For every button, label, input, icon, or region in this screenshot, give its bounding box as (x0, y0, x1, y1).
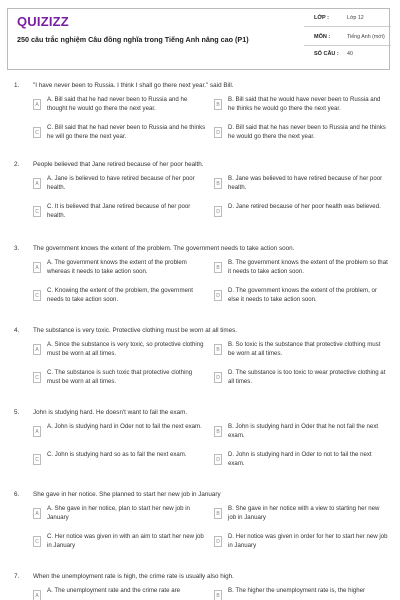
answer-option-c[interactable] (33, 369, 208, 395)
option-letter-box[interactable]: B (214, 178, 222, 189)
option-text: A. The unemployment rate and the crime rate are (47, 587, 181, 594)
answer-option-b[interactable] (214, 587, 389, 600)
question-text: She gave in her notice. She planned to start her new job in January (33, 491, 221, 498)
option-text: B. John is studying hard in Oder that he not fail the next exam. (228, 423, 379, 439)
answer-option-d[interactable] (214, 203, 389, 229)
meta-value: Tiếng Anh (mới) (347, 34, 385, 40)
meta-value: 40 (347, 51, 353, 57)
answer-option-d[interactable] (214, 533, 389, 559)
option-text: A. Since the substance is very toxic, so protective clothing must be worn at all times. (47, 341, 204, 357)
meta-value: Lớp 12 (347, 15, 364, 21)
option-letter-box[interactable]: D (214, 206, 222, 217)
option-text: D. The government knows the extent of the problem, or else it needs to take action soon. (228, 287, 377, 303)
option-letter-box[interactable]: B (214, 590, 222, 600)
answer-option-b[interactable] (214, 96, 389, 122)
worksheet-title: 250 câu trắc nghiệm Câu đồng nghĩa trong Tiếng Anh nâng cao (P1) (17, 35, 249, 44)
option-letter-box[interactable]: C (33, 454, 41, 465)
meta-count-row (304, 47, 391, 62)
option-text: D. Her notice was given in order for her to start her new job in January (228, 533, 388, 549)
option-text: B. She gave in her notice with a view to starting her new job in January (228, 505, 380, 521)
option-text: D. The substance is too toxic to wear protective clothing at all times. (228, 369, 386, 385)
question-text: The government knows the extent of the problem. The government needs to take action soon. (33, 245, 295, 252)
question-number: 5. (14, 409, 20, 416)
answer-option-a[interactable] (33, 96, 208, 122)
option-text: B. So toxic is the substance that protective clothing must be worn at all times. (228, 341, 381, 357)
option-letter-box[interactable]: A (33, 426, 41, 437)
answer-option-b[interactable] (214, 505, 389, 531)
question-number: 6. (14, 491, 20, 498)
option-text: A. Jane is believed to have retired because of her poor health. (47, 175, 195, 191)
option-text: A. She gave in her notice, plan to start her new job in January (47, 505, 190, 521)
answer-option-d[interactable] (214, 451, 389, 477)
answer-option-d[interactable] (214, 124, 389, 150)
option-letter-box[interactable]: D (214, 127, 222, 138)
question-number: 3. (14, 245, 20, 252)
option-text: B. Jane was believed to have retired because of her poor health. (228, 175, 383, 191)
option-text: D. John is studying hard in Oder to not to fail the next exam. (228, 451, 372, 467)
question-text: The substance is very toxic. Protective clothing must be worn at all times. (33, 327, 238, 334)
answer-option-b[interactable] (214, 259, 389, 285)
question-number: 4. (14, 327, 20, 334)
option-text: C. It is believed that Jane retired because of her poor health. (47, 203, 191, 219)
option-text: C. The substance is such toxic that protective clothing must be worn at all times. (47, 369, 193, 385)
quizizz-logo: QUIZIZZ (17, 14, 69, 29)
answer-option-b[interactable] (214, 175, 389, 201)
answer-option-b[interactable] (214, 423, 389, 449)
question-number: 2. (14, 161, 20, 168)
answer-option-a[interactable] (33, 341, 208, 367)
answer-option-c[interactable] (33, 124, 208, 150)
question-number: 7. (14, 573, 20, 580)
option-text: C. Bill said that he had never been to Russia and he thinks he will go there the next year. (47, 124, 206, 140)
option-text: B. Bill said that he would have never been to Russia and he thinks he would go there the next year. (228, 96, 381, 112)
option-letter-box[interactable]: A (33, 508, 41, 519)
option-letter-box[interactable]: B (214, 508, 222, 519)
option-text: D. Bill said that he has never been to Russia and he thinks he would go there the next year. (228, 124, 386, 140)
question-number: 1. (14, 82, 20, 89)
answer-option-c[interactable] (33, 287, 208, 313)
meta-class-row (304, 11, 391, 27)
option-letter-box[interactable]: D (214, 372, 222, 383)
answer-option-b[interactable] (214, 341, 389, 367)
meta-panel (304, 9, 391, 71)
meta-key: LỚP : (314, 15, 329, 21)
option-letter-box[interactable]: B (214, 262, 222, 273)
option-text: D. Jane retired because of her poor health was believed. (228, 203, 381, 210)
option-letter-box[interactable]: D (214, 454, 222, 465)
option-text: B. The government knows the extent of the problem so that it needs to take action soon. (228, 259, 388, 275)
answer-option-a[interactable] (33, 423, 208, 449)
worksheet-header (7, 8, 390, 70)
option-letter-box[interactable]: C (33, 127, 41, 138)
option-letter-box[interactable]: B (214, 99, 222, 110)
answer-option-c[interactable] (33, 203, 208, 229)
option-text: C. Her notice was given in with an aim to start her new job in January (47, 533, 204, 549)
option-letter-box[interactable]: A (33, 262, 41, 273)
option-text: C. Knowing the extent of the problem, the government needs to take action soon. (47, 287, 193, 303)
option-letter-box[interactable]: C (33, 206, 41, 217)
option-letter-box[interactable]: A (33, 178, 41, 189)
answer-option-a[interactable] (33, 259, 208, 285)
option-text: A. John is studying hard in Oder not to fail the next exam. (47, 423, 202, 430)
option-letter-box[interactable]: C (33, 372, 41, 383)
option-letter-box[interactable]: C (33, 536, 41, 547)
question-text: When the unemployment rate is high, the crime rate is usually also high. (33, 573, 234, 580)
meta-key: SỐ CÂU : (314, 51, 339, 57)
option-letter-box[interactable]: B (214, 426, 222, 437)
option-letter-box[interactable]: A (33, 99, 41, 110)
option-letter-box[interactable]: C (33, 290, 41, 301)
answer-option-c[interactable] (33, 533, 208, 559)
option-letter-box[interactable]: B (214, 344, 222, 355)
answer-option-a[interactable] (33, 175, 208, 201)
option-text: A. The government knows the extent of the problem whereas it needs to take action soon. (47, 259, 187, 275)
question-text: John is studying hard. He doesn't want to fail the exam. (33, 409, 188, 416)
question-text: "I have never been to Russia. I think I shall go there next year." said Bill. (33, 82, 234, 89)
meta-subject-row (304, 30, 391, 46)
option-letter-box[interactable]: D (214, 536, 222, 547)
option-letter-box[interactable]: A (33, 344, 41, 355)
answer-option-a[interactable] (33, 587, 208, 600)
question-text: People believed that Jane retired because of her poor health. (33, 161, 204, 168)
answer-option-a[interactable] (33, 505, 208, 531)
answer-option-c[interactable] (33, 451, 208, 477)
option-text: C. John is studying hard so as to fail the next exam. (47, 451, 187, 458)
option-text: B. The higher the unemployment rate is, the higher (228, 587, 366, 594)
meta-key: MÔN : (314, 34, 331, 40)
answer-option-d[interactable] (214, 369, 389, 395)
answer-option-d[interactable] (214, 287, 389, 313)
option-letter-box[interactable]: A (33, 590, 41, 600)
option-text: A. Bill said that he had never been to Russia and he thought he would go there the next year. (47, 96, 188, 112)
option-letter-box[interactable]: D (214, 290, 222, 301)
